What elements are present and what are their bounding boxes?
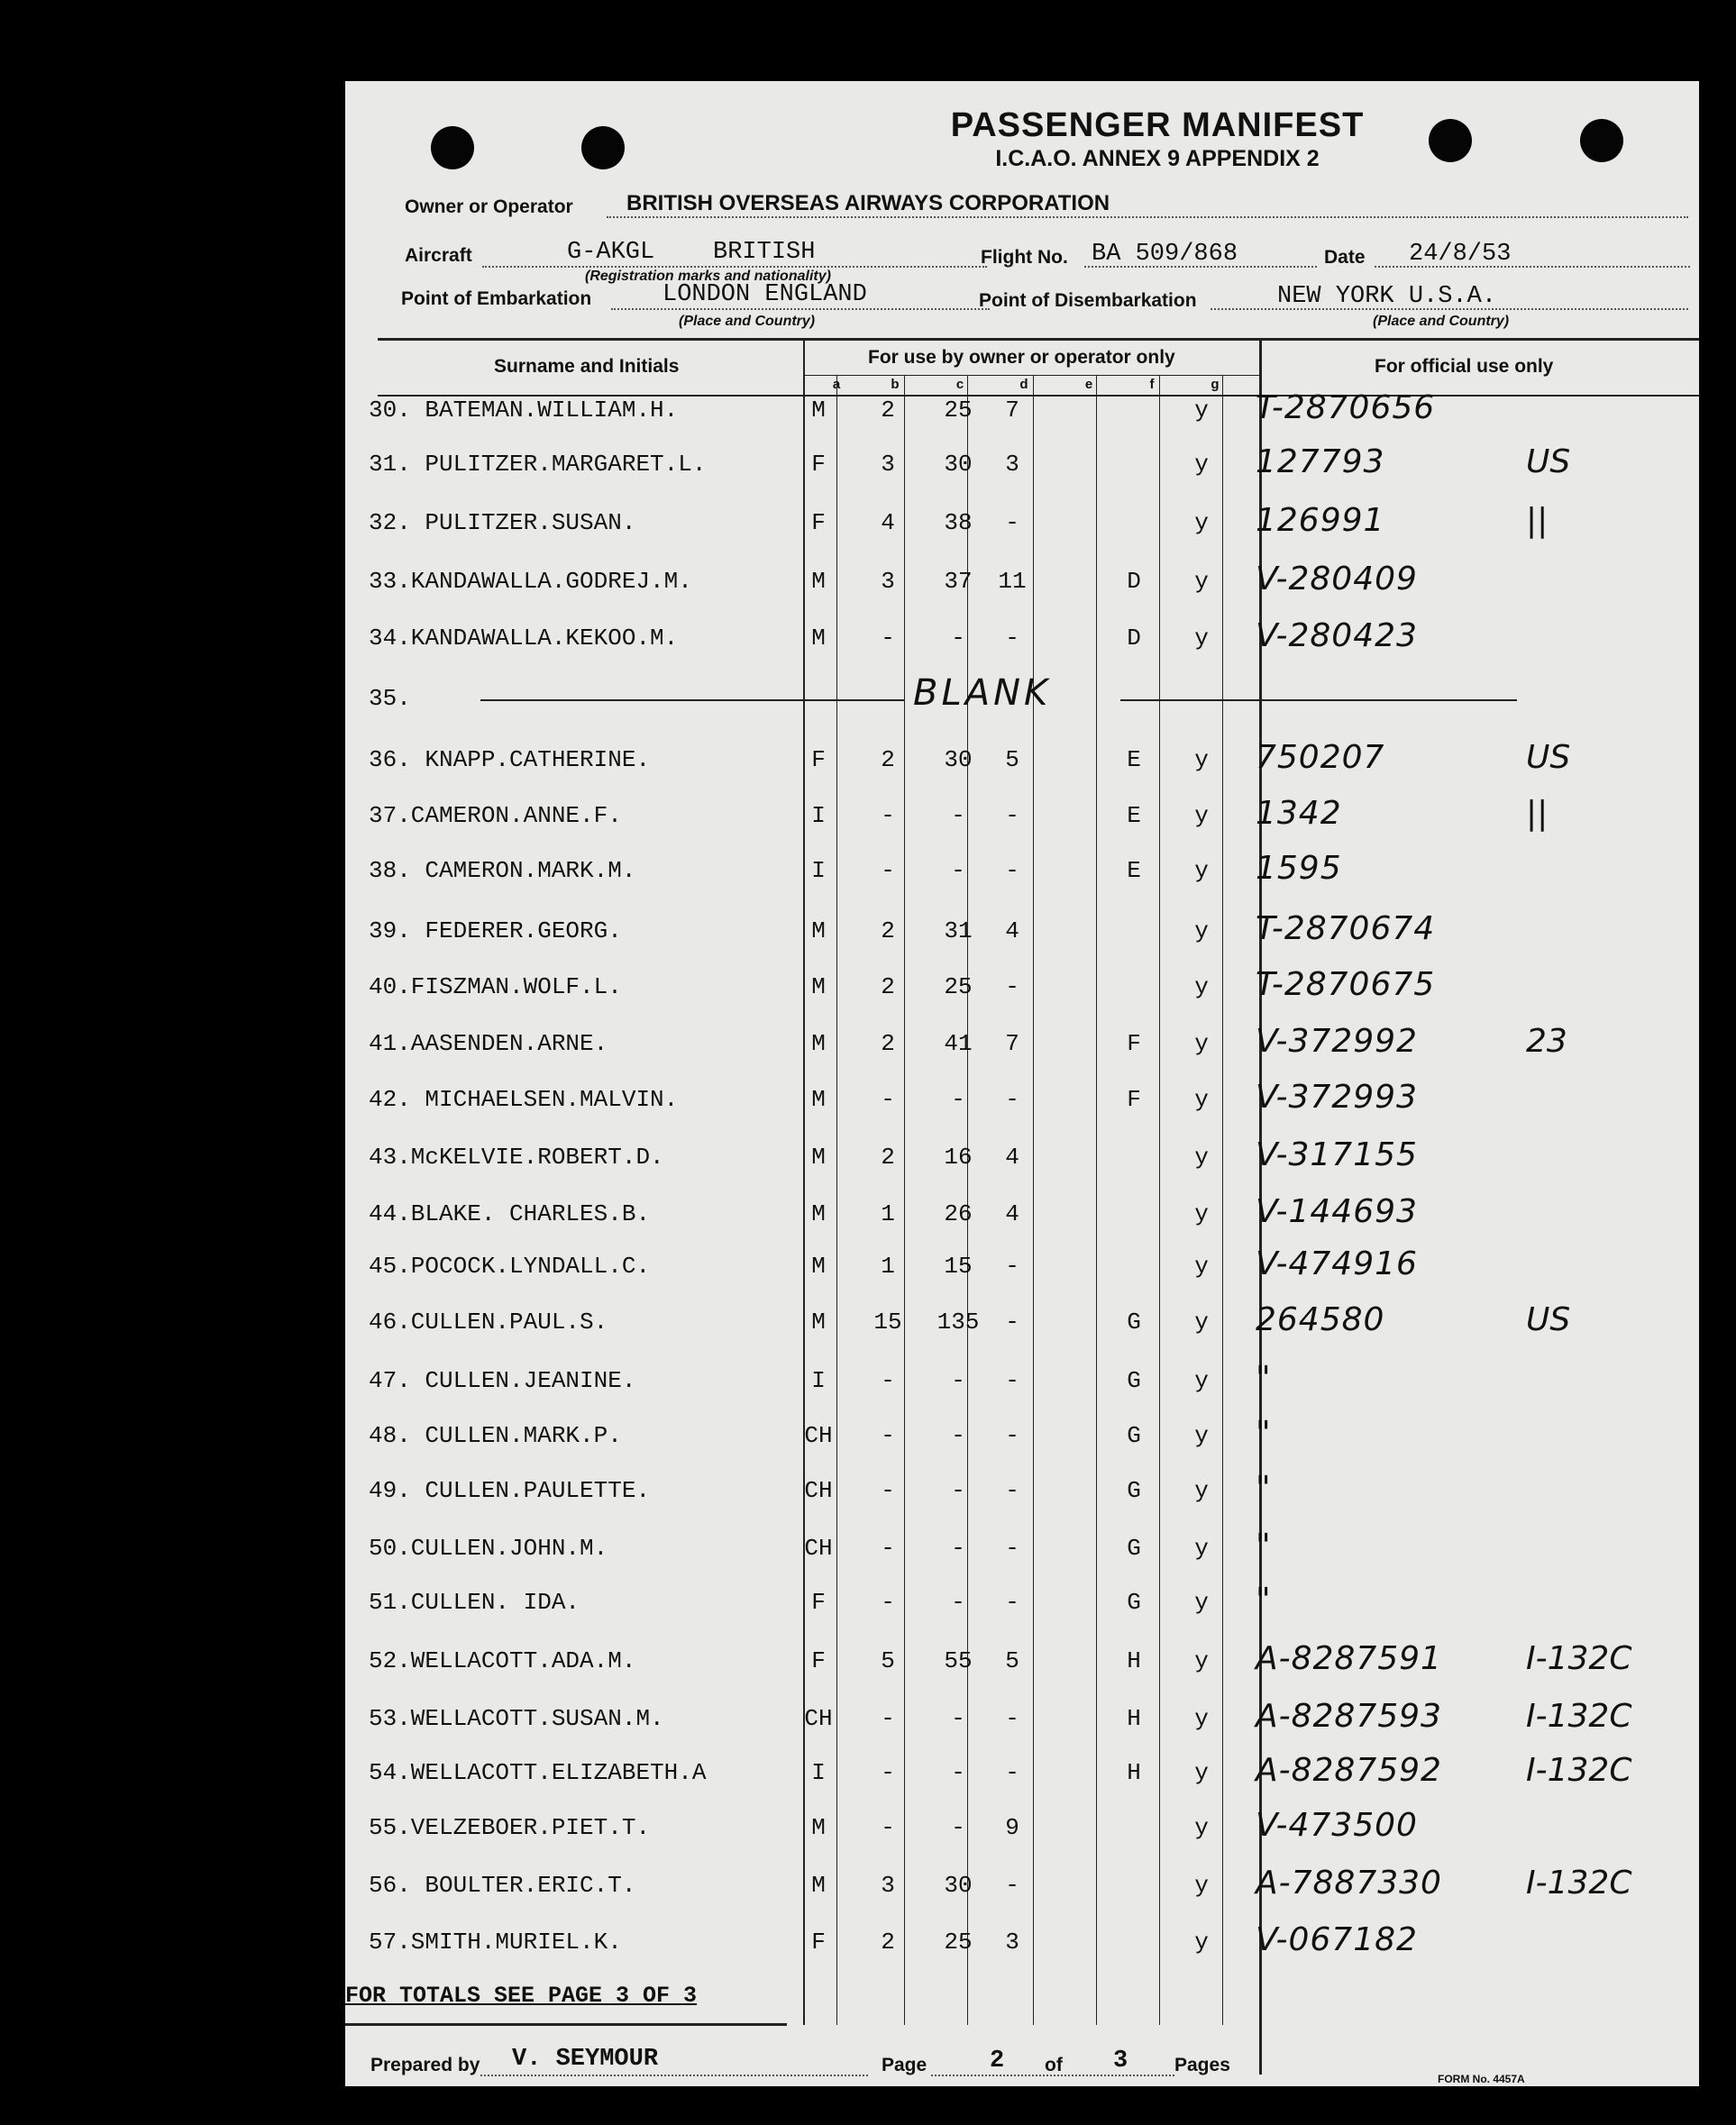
col-g-value: y: [1194, 1759, 1209, 1786]
passenger-name: 56. BOULTER.ERIC.T.: [369, 1872, 636, 1899]
col-f-group: H: [1127, 1705, 1141, 1732]
col-c-value: 25: [944, 1929, 973, 1956]
passenger-name: 30. BATEMAN.WILLIAM.H.: [369, 397, 679, 424]
flight-dotline: [1084, 266, 1317, 268]
passenger-name: 47. CULLEN.JEANINE.: [369, 1367, 636, 1394]
col-c-value: -: [951, 1535, 965, 1562]
col-d-value: 4: [1005, 1144, 1019, 1171]
table-row: [345, 1415, 1699, 1458]
col-g-value: y: [1194, 1030, 1209, 1057]
disembark-note: (Place and Country): [1373, 314, 1510, 329]
table-row: [345, 1245, 1699, 1289]
table-top-border: [378, 338, 1699, 341]
table-row: [345, 1698, 1699, 1741]
passenger-name: 35.: [369, 685, 411, 712]
col-c-value: 30: [944, 1872, 973, 1899]
table-row: [345, 795, 1699, 838]
col-a-sex: M: [811, 1030, 826, 1057]
col-c-value: 15: [944, 1253, 973, 1280]
column-letter-c: c: [955, 377, 964, 392]
official-entry: V-317155: [1256, 1136, 1418, 1173]
totals-underline: [345, 2023, 787, 2026]
col-d-value: 5: [1005, 1647, 1019, 1674]
col-b-value: 2: [881, 917, 895, 944]
col-a-sex: CH: [804, 1422, 833, 1449]
col-a-sex: CH: [804, 1535, 833, 1562]
of-value: 3: [1113, 2047, 1128, 2075]
col-a-sex: I: [811, 1367, 826, 1394]
totals-note: FOR TOTALS SEE PAGE 3 OF 3: [345, 1983, 698, 2009]
col-g-value: y: [1194, 1367, 1209, 1394]
col-b-value: -: [881, 1759, 895, 1786]
col-d-value: 3: [1005, 451, 1019, 478]
col-d-value: -: [1005, 509, 1019, 536]
passenger-name: 50.CULLEN.JOHN.M.: [369, 1535, 608, 1562]
col-c-value: -: [951, 802, 965, 829]
official-entry: A-8287592: [1256, 1752, 1442, 1789]
owner-label: Owner or Operator: [405, 196, 573, 217]
official-entry: ": [1256, 1360, 1272, 1397]
col-d-value: 7: [1005, 1030, 1019, 1057]
passenger-name: 36. KNAPP.CATHERINE.: [369, 746, 651, 773]
table-row: [345, 966, 1699, 1009]
official-extra: ||: [1526, 795, 1549, 832]
page-dotline: [931, 2075, 1174, 2076]
col-a-sex: M: [811, 625, 826, 652]
table-row: [345, 850, 1699, 893]
official-extra: 23: [1526, 1023, 1567, 1060]
col-f-group: H: [1127, 1647, 1141, 1674]
col-c-value: 30: [944, 746, 973, 773]
col-b-value: -: [881, 1422, 895, 1449]
col-c-value: 31: [944, 917, 973, 944]
surname-header: Surname and Initials: [494, 356, 680, 377]
date-value: 24/8/53: [1409, 241, 1512, 268]
col-d-value: -: [1005, 1086, 1019, 1113]
column-letter-f: f: [1149, 377, 1155, 392]
official-extra: US: [1526, 443, 1571, 480]
passenger-name: 57.SMITH.MURIEL.K.: [369, 1929, 622, 1956]
col-d-value: 4: [1005, 917, 1019, 944]
col-b-value: -: [881, 857, 895, 884]
prepared-label: Prepared by: [370, 2055, 480, 2075]
col-b-value: -: [881, 1477, 895, 1504]
col-d-value: -: [1005, 1589, 1019, 1616]
column-letter-b: b: [891, 377, 900, 392]
col-b-value: -: [881, 1535, 895, 1562]
col-c-value: -: [951, 1589, 965, 1616]
official-entry: V-280423: [1256, 617, 1418, 654]
passenger-name: 48. CULLEN.MARK.P.: [369, 1422, 622, 1449]
table-row: [345, 1640, 1699, 1683]
official-entry: ": [1256, 1528, 1272, 1564]
official-entry: 750207: [1256, 739, 1385, 776]
col-f-group: G: [1127, 1309, 1141, 1336]
passenger-name: 45.POCOCK.LYNDALL.C.: [369, 1253, 651, 1280]
official-entry: T-2870656: [1256, 389, 1436, 426]
col-d-value: -: [1005, 857, 1019, 884]
aircraft-label: Aircraft: [405, 245, 472, 266]
table-row: [345, 443, 1699, 487]
passenger-name: 38. CAMERON.MARK.M.: [369, 857, 636, 884]
col-f-group: E: [1127, 857, 1141, 884]
official-entry: A-8287593: [1256, 1698, 1442, 1735]
col-b-value: -: [881, 1705, 895, 1732]
col-c-value: 25: [944, 973, 973, 1000]
pages-label: Pages: [1174, 2055, 1230, 2075]
official-extra: I-132C: [1526, 1752, 1632, 1789]
table-row: [345, 1079, 1699, 1122]
col-c-value: 26: [944, 1200, 973, 1227]
official-entry: V-474916: [1256, 1245, 1418, 1282]
col-d-value: -: [1005, 1872, 1019, 1899]
col-c-value: -: [951, 1705, 965, 1732]
col-g-value: y: [1194, 1144, 1209, 1171]
col-d-value: 5: [1005, 746, 1019, 773]
col-c-value: 41: [944, 1030, 973, 1057]
col-a-sex: M: [811, 568, 826, 595]
col-a-sex: I: [811, 1759, 826, 1786]
disembark-dotline: [1211, 308, 1688, 310]
passenger-name: 42. MICHAELSEN.MALVIN.: [369, 1086, 679, 1113]
of-label: of: [1045, 2055, 1063, 2075]
passenger-name: 49. CULLEN.PAULETTE.: [369, 1477, 651, 1504]
owner-dotline: [607, 216, 1688, 218]
col-f-group: G: [1127, 1535, 1141, 1562]
page-value: 2: [990, 2047, 1005, 2075]
col-a-sex: CH: [804, 1705, 833, 1732]
col-a-sex: M: [811, 1144, 826, 1171]
col-b-value: 2: [881, 746, 895, 773]
passenger-name: 32. PULITZER.SUSAN.: [369, 509, 636, 536]
embark-dotline: [611, 308, 990, 310]
col-b-value: 2: [881, 973, 895, 1000]
col-d-value: -: [1005, 1477, 1019, 1504]
blank-annotation: BLANK: [913, 672, 1052, 714]
table-row: [345, 672, 1699, 721]
official-entry: A-8287591: [1256, 1640, 1442, 1677]
col-a-sex: M: [811, 1814, 826, 1841]
col-g-value: y: [1194, 857, 1209, 884]
col-a-sex: M: [811, 973, 826, 1000]
col-g-value: y: [1194, 1872, 1209, 1899]
col-a-sex: F: [811, 509, 826, 536]
passenger-name: 43.McKELVIE.ROBERT.D.: [369, 1144, 664, 1171]
official-entry: V-067182: [1256, 1921, 1418, 1958]
col-c-value: -: [951, 1086, 965, 1113]
col-c-value: -: [951, 625, 965, 652]
col-g-value: y: [1194, 1929, 1209, 1956]
official-entry: V-372992: [1256, 1023, 1418, 1060]
col-b-value: -: [881, 1814, 895, 1841]
col-g-value: y: [1194, 917, 1209, 944]
col-c-value: 135: [937, 1309, 980, 1336]
official-entry: A-7887330: [1256, 1865, 1442, 1902]
col-b-value: 1: [881, 1253, 895, 1280]
col-f-group: D: [1127, 625, 1141, 652]
col-c-value: -: [951, 1367, 965, 1394]
col-g-value: y: [1194, 746, 1209, 773]
col-b-value: -: [881, 625, 895, 652]
col-d-value: -: [1005, 973, 1019, 1000]
embark-label: Point of Embarkation: [401, 288, 592, 309]
col-b-value: 2: [881, 1144, 895, 1171]
col-d-value: -: [1005, 625, 1019, 652]
col-g-value: y: [1194, 397, 1209, 424]
col-c-value: -: [951, 857, 965, 884]
col-c-value: 30: [944, 451, 973, 478]
col-a-sex: M: [811, 917, 826, 944]
col-f-group: G: [1127, 1477, 1141, 1504]
official-entry: 127793: [1256, 443, 1385, 480]
passenger-name: 44.BLAKE. CHARLES.B.: [369, 1200, 651, 1227]
blank-strike-line: [480, 699, 904, 701]
table-row: [345, 502, 1699, 545]
disembark-value: NEW YORK U.S.A.: [1277, 283, 1497, 310]
col-d-value: -: [1005, 1253, 1019, 1280]
col-g-value: y: [1194, 1705, 1209, 1732]
col-a-sex: F: [811, 1589, 826, 1616]
official-entry: 1595: [1256, 850, 1342, 887]
official-entry: 264580: [1256, 1301, 1385, 1338]
col-c-value: 55: [944, 1647, 973, 1674]
column-letter-a: a: [832, 377, 841, 392]
col-b-value: -: [881, 1367, 895, 1394]
prepared-dotline: [480, 2075, 868, 2076]
col-d-value: -: [1005, 1309, 1019, 1336]
column-letter-g: g: [1211, 377, 1220, 392]
passenger-name: 39. FEDERER.GEORG.: [369, 917, 622, 944]
col-g-value: y: [1194, 1535, 1209, 1562]
table-row: [345, 1865, 1699, 1908]
official-extra: ||: [1526, 502, 1549, 539]
table-row: [345, 910, 1699, 953]
col-d-value: -: [1005, 802, 1019, 829]
passenger-name: 55.VELZEBOER.PIET.T.: [369, 1814, 651, 1841]
col-b-value: 3: [881, 451, 895, 478]
owner-use-header: For use by owner or operator only: [868, 347, 1175, 368]
col-g-value: y: [1194, 451, 1209, 478]
column-letter-d: d: [1019, 377, 1028, 392]
official-entry: V-372993: [1256, 1079, 1418, 1116]
official-entry: ": [1256, 1415, 1272, 1452]
col-g-value: y: [1194, 1589, 1209, 1616]
col-b-value: 2: [881, 1929, 895, 1956]
official-entry: V-280409: [1256, 561, 1418, 597]
aircraft-dotline: [482, 266, 987, 268]
col-a-sex: F: [811, 1647, 826, 1674]
col-b-value: 3: [881, 1872, 895, 1899]
passenger-name: 46.CULLEN.PAUL.S.: [369, 1309, 608, 1336]
official-entry: 1342: [1256, 795, 1342, 832]
embark-note: (Place and Country): [679, 314, 816, 329]
col-a-sex: M: [811, 1200, 826, 1227]
col-g-value: y: [1194, 1647, 1209, 1674]
col-a-sex: M: [811, 1086, 826, 1113]
column-letter-e: e: [1084, 377, 1093, 392]
prepared-value: V. SEYMOUR: [512, 2046, 659, 2073]
official-extra: I-132C: [1526, 1698, 1632, 1735]
official-entry: T-2870674: [1256, 910, 1436, 947]
table-row: [345, 1360, 1699, 1403]
passenger-name: 54.WELLACOTT.ELIZABETH.A: [369, 1759, 707, 1786]
col-f-group: H: [1127, 1759, 1141, 1786]
col-g-value: y: [1194, 1309, 1209, 1336]
col-a-sex: M: [811, 1253, 826, 1280]
col-g-value: y: [1194, 1253, 1209, 1280]
official-use-header: For official use only: [1375, 356, 1554, 377]
table-row: [345, 1807, 1699, 1850]
passenger-name: 37.CAMERON.ANNE.F.: [369, 802, 622, 829]
flight-label: Flight No.: [981, 247, 1068, 268]
col-d-value: -: [1005, 1535, 1019, 1562]
col-c-value: 16: [944, 1144, 973, 1171]
col-b-value: 5: [881, 1647, 895, 1674]
official-entry: T-2870675: [1256, 966, 1436, 1003]
passenger-name: 31. PULITZER.MARGARET.L.: [369, 451, 707, 478]
manifest-page: [345, 81, 1699, 2086]
col-g-value: y: [1194, 1814, 1209, 1841]
col-a-sex: M: [811, 397, 826, 424]
col-d-value: 7: [1005, 397, 1019, 424]
col-a-sex: M: [811, 1872, 826, 1899]
manifest-title: PASSENGER MANIFEST: [950, 106, 1365, 144]
page-label: Page: [882, 2055, 927, 2075]
passenger-name: 34.KANDAWALLA.KEKOO.M.: [369, 625, 679, 652]
official-extra: I-132C: [1526, 1865, 1632, 1902]
aircraft-note: (Registration marks and nationality): [585, 269, 831, 284]
col-b-value: 15: [873, 1309, 902, 1336]
owner-use-divider: [803, 375, 1259, 376]
col-d-value: 4: [1005, 1200, 1019, 1227]
official-entry: ": [1256, 1470, 1272, 1507]
table-row: [345, 1921, 1699, 1965]
col-g-value: y: [1194, 568, 1209, 595]
col-g-value: y: [1194, 1422, 1209, 1449]
col-a-sex: F: [811, 746, 826, 773]
col-f-group: G: [1127, 1367, 1141, 1394]
col-b-value: 4: [881, 509, 895, 536]
col-b-value: 3: [881, 568, 895, 595]
col-c-value: 25: [944, 397, 973, 424]
table-row: [345, 1470, 1699, 1513]
col-f-group: G: [1127, 1422, 1141, 1449]
col-d-value: -: [1005, 1759, 1019, 1786]
col-b-value: 2: [881, 1030, 895, 1057]
col-g-value: y: [1194, 509, 1209, 536]
col-d-value: 9: [1005, 1814, 1019, 1841]
table-row: [345, 1193, 1699, 1236]
passenger-name: 41.AASENDEN.ARNE.: [369, 1030, 608, 1057]
official-entry: V-473500: [1256, 1807, 1418, 1844]
official-entry: 126991: [1256, 502, 1385, 539]
passenger-name: 51.CULLEN. IDA.: [369, 1589, 580, 1616]
col-a-sex: I: [811, 802, 826, 829]
col-b-value: -: [881, 1589, 895, 1616]
official-extra: US: [1526, 1301, 1571, 1338]
col-a-sex: M: [811, 1309, 826, 1336]
official-entry: V-144693: [1256, 1193, 1418, 1230]
col-f-group: F: [1127, 1086, 1141, 1113]
flight-value: BA 509/868: [1092, 241, 1238, 268]
col-g-value: y: [1194, 1086, 1209, 1113]
table-row: [345, 617, 1699, 661]
col-b-value: -: [881, 802, 895, 829]
col-b-value: 1: [881, 1200, 895, 1227]
col-a-sex: CH: [804, 1477, 833, 1504]
col-c-value: -: [951, 1477, 965, 1504]
col-g-value: y: [1194, 802, 1209, 829]
table-row: [345, 1301, 1699, 1345]
punch-hole: [431, 126, 474, 169]
official-extra: US: [1526, 739, 1571, 776]
col-c-value: 38: [944, 509, 973, 536]
col-f-group: E: [1127, 802, 1141, 829]
official-entry: ": [1256, 1582, 1272, 1619]
passenger-name: 52.WELLACOTT.ADA.M.: [369, 1647, 636, 1674]
passenger-name: 53.WELLACOTT.SUSAN.M.: [369, 1705, 664, 1732]
table-row: [345, 1528, 1699, 1571]
table-row: [345, 1752, 1699, 1795]
col-d-value: -: [1005, 1705, 1019, 1732]
date-dotline: [1375, 266, 1690, 268]
col-g-value: y: [1194, 1477, 1209, 1504]
col-f-group: G: [1127, 1589, 1141, 1616]
col-a-sex: I: [811, 857, 826, 884]
embark-value: LONDON ENGLAND: [662, 281, 867, 308]
col-a-sex: F: [811, 1929, 826, 1956]
col-f-group: E: [1127, 746, 1141, 773]
col-c-value: -: [951, 1814, 965, 1841]
table-row: [345, 561, 1699, 604]
owner-value: BRITISH OVERSEAS AIRWAYS CORPORATION: [626, 191, 1110, 215]
col-g-value: y: [1194, 1200, 1209, 1227]
table-row: [345, 739, 1699, 782]
col-a-sex: F: [811, 451, 826, 478]
blank-strike-line: [1120, 699, 1517, 701]
official-extra: I-132C: [1526, 1640, 1632, 1677]
table-row: [345, 1136, 1699, 1180]
col-g-value: y: [1194, 973, 1209, 1000]
col-g-value: y: [1194, 625, 1209, 652]
col-f-group: F: [1127, 1030, 1141, 1057]
passenger-name: 33.KANDAWALLA.GODREJ.M.: [369, 568, 692, 595]
col-b-value: 2: [881, 397, 895, 424]
col-b-value: -: [881, 1086, 895, 1113]
form-number: FORM No. 4457A: [1438, 2073, 1525, 2085]
table-row: [345, 389, 1699, 433]
col-c-value: -: [951, 1759, 965, 1786]
col-d-value: 3: [1005, 1929, 1019, 1956]
passenger-name: 40.FISZMAN.WOLF.L.: [369, 973, 622, 1000]
date-label: Date: [1324, 247, 1366, 268]
col-f-group: D: [1127, 568, 1141, 595]
manifest-subtitle: I.C.A.O. ANNEX 9 APPENDIX 2: [995, 146, 1320, 171]
col-c-value: -: [951, 1422, 965, 1449]
disembark-label: Point of Disembarkation: [979, 290, 1197, 311]
aircraft-value: G-AKGL BRITISH: [567, 239, 816, 266]
col-d-value: 11: [998, 568, 1027, 595]
col-d-value: -: [1005, 1422, 1019, 1449]
table-row: [345, 1582, 1699, 1625]
table-row: [345, 1023, 1699, 1066]
col-d-value: -: [1005, 1367, 1019, 1394]
col-c-value: 37: [944, 568, 973, 595]
